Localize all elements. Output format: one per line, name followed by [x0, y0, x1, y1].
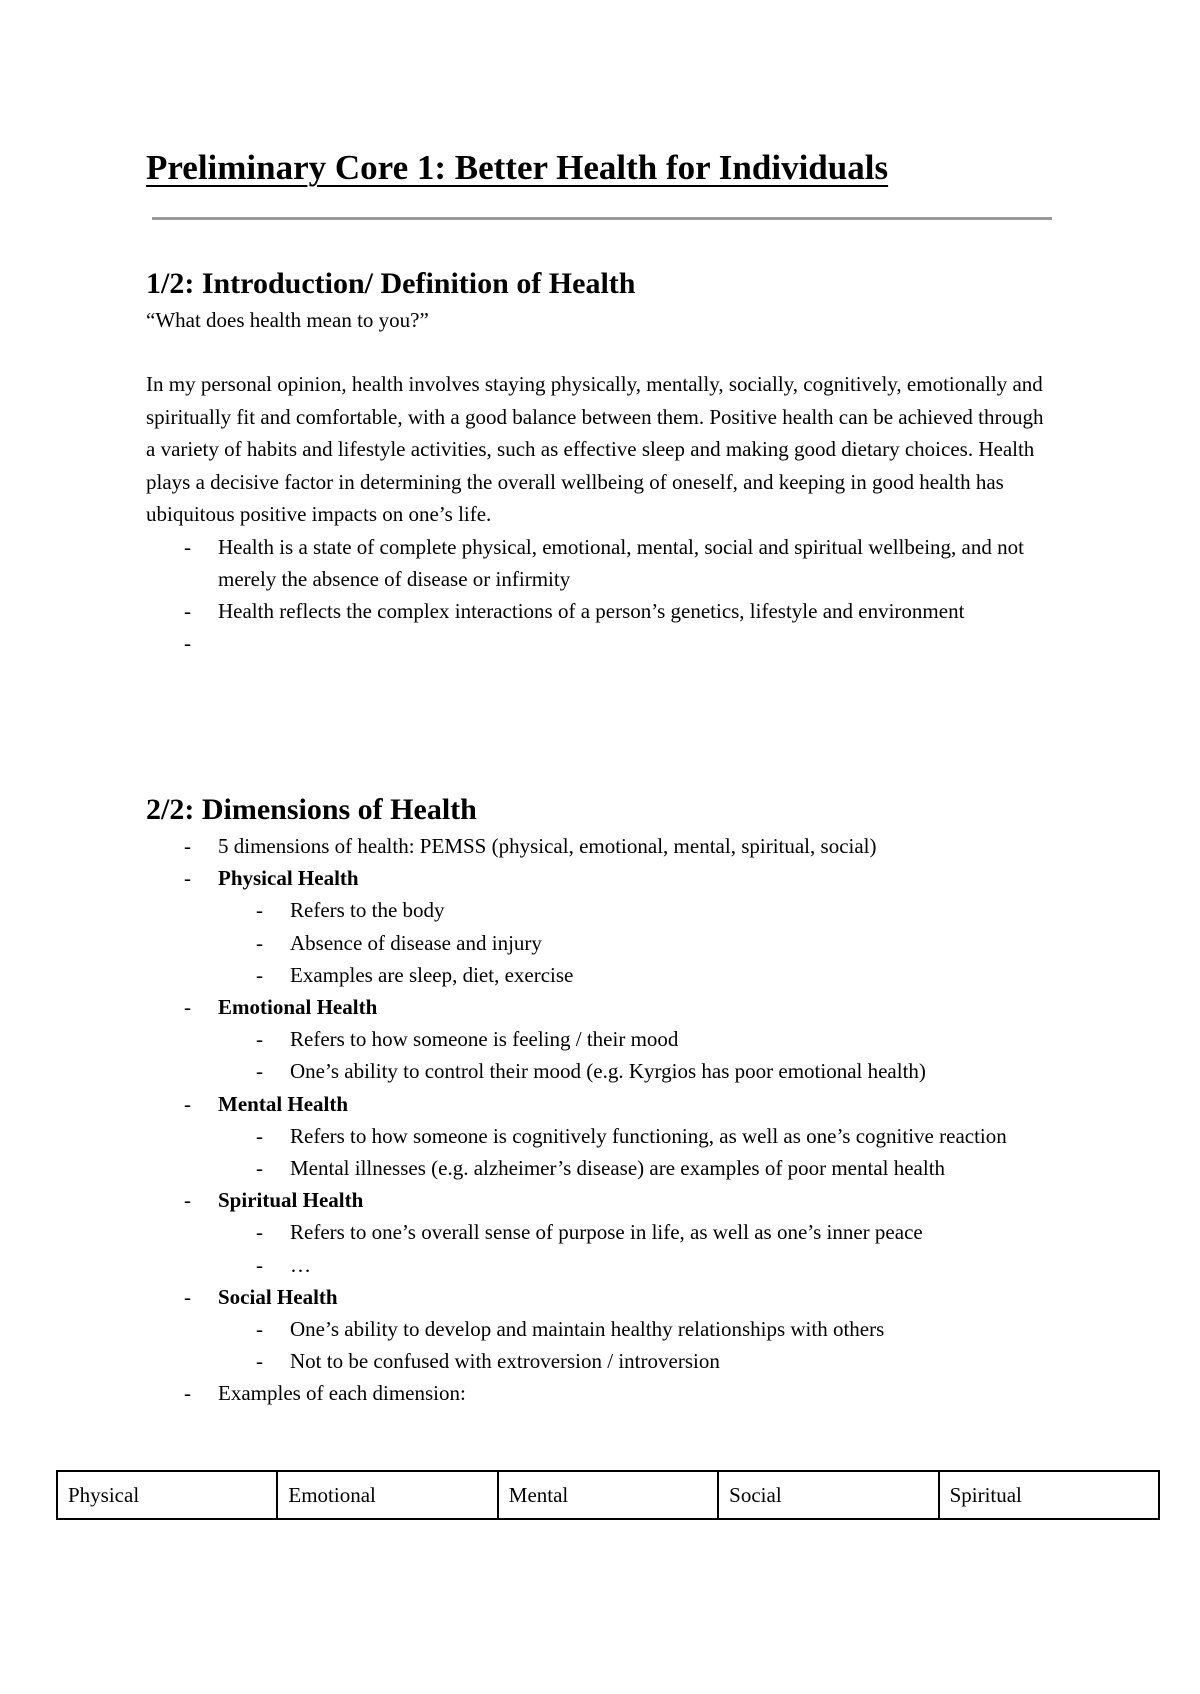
table-cell: Physical: [57, 1471, 277, 1519]
dimension-item: [146, 1184, 1106, 1281]
dimension-item: [146, 991, 1106, 1088]
list-item: - Health reflects the complex interactions of a person’s genetics, lifestyle and environment: [146, 595, 1046, 627]
dimension-name: Physical Health: [218, 866, 359, 891]
list-item: - Not to be confused with extroversion / introversion: [218, 1345, 1106, 1377]
document-title: Preliminary Core 1: Better Health for Individuals: [146, 148, 889, 187]
dimensions-table: [56, 1470, 1160, 1520]
list-item: - Absence of disease and injury: [218, 927, 1106, 959]
section-heading: 2/2: Dimensions of Health: [146, 793, 477, 826]
list-item: - Refers to the body: [218, 894, 1106, 926]
dimension-item: [146, 1281, 1106, 1378]
list-item: - Health is a state of complete physical, emotional, mental, social and spiritual wellbeing, and not merely the absence of disease or infirmity: [146, 531, 1046, 595]
horizontal-rule: [152, 217, 1052, 220]
sub-list: [218, 1120, 1106, 1184]
sub-list: [218, 1216, 1106, 1280]
list-item: - One’s ability to control their mood (e.g. Kyrgios has poor emotional health): [218, 1055, 1106, 1087]
dimension-name: Spiritual Health: [218, 1188, 364, 1213]
section-introduction: [146, 264, 1086, 627]
table-row: [57, 1471, 1159, 1519]
list-item: - Refers to how someone is cognitively functioning, as well as one’s cognitive reaction: [218, 1120, 1106, 1152]
dimension-name: Social Health: [218, 1284, 338, 1309]
sub-list: [218, 1023, 1106, 1087]
list-item: - Examples are sleep, diet, exercise: [218, 959, 1106, 991]
list-item: - …: [218, 1249, 1106, 1281]
dimension-name: Emotional Health: [218, 995, 378, 1020]
dimension-item: [146, 862, 1106, 991]
dimension-name: Mental Health: [218, 1091, 349, 1116]
list-item: - Refers to one’s overall sense of purpose in life, as well as one’s inner peace: [218, 1216, 1106, 1248]
list-item: - One’s ability to develop and maintain healthy relationships with others: [218, 1313, 1106, 1345]
table-cell: Emotional: [277, 1471, 497, 1519]
sub-list: [218, 1313, 1106, 1377]
table-cell: Mental: [498, 1471, 718, 1519]
table-cell: Social: [718, 1471, 938, 1519]
table-cell: Spiritual: [939, 1471, 1159, 1519]
question-text: “What does health mean to you?”: [146, 308, 429, 332]
dimension-item: [146, 1088, 1106, 1185]
list-item: - 5 dimensions of health: PEMSS (physical, emotional, mental, spiritual, social): [146, 830, 1106, 862]
opinion-paragraph: In my personal opinion, health involves staying physically, mentally, socially, cognitively, emotionally and spiritually fit and comfortable, with a good balance between them. Positive health can be achieved through a variety of habits and lifestyle activities, such as effective sleep and making good dietary choices. Health plays a decisive factor in determining the overall wellbeing of oneself, and keeping in good health has ubiquitous positive impacts on one’s life.: [146, 372, 1044, 526]
definition-list: [146, 531, 1046, 628]
list-item: - Refers to how someone is feeling / their mood: [218, 1023, 1106, 1055]
section-heading: 1/2: Introduction/ Definition of Health: [146, 267, 636, 300]
section-dimensions: [146, 790, 1086, 1410]
list-item: - Examples of each dimension:: [146, 1377, 1106, 1409]
list-item: - Mental illnesses (e.g. alzheimer’s disease) are examples of poor mental health: [218, 1152, 1106, 1184]
sub-list: [218, 894, 1106, 991]
dimensions-list: [146, 830, 1106, 1410]
